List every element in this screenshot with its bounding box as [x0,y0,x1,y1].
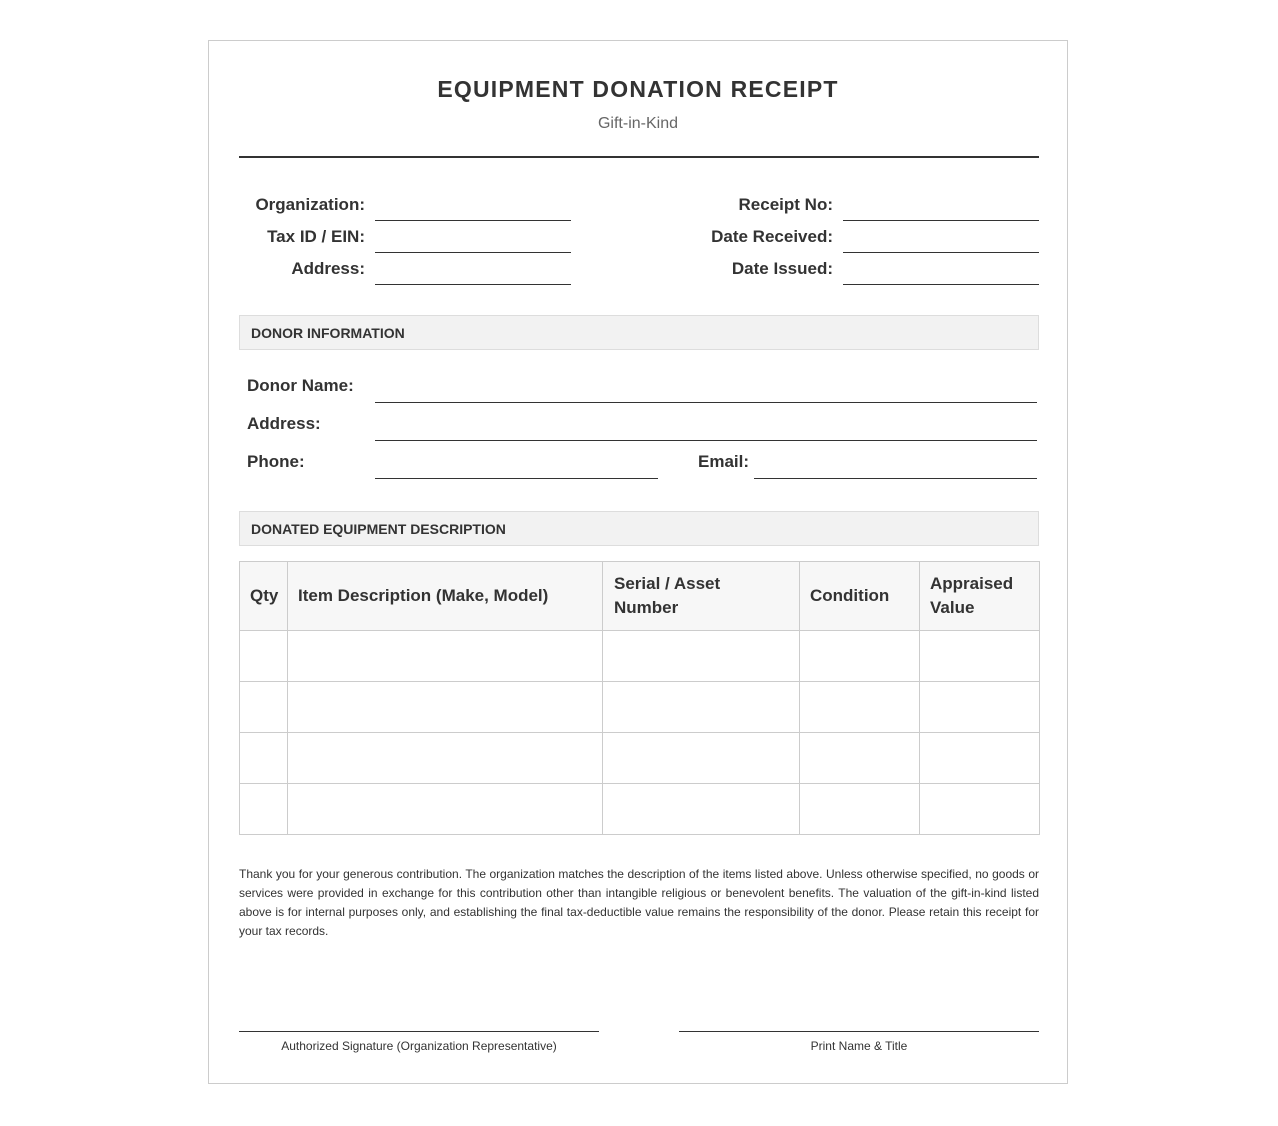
column-header-appraised-value: Appraised Value [920,562,1040,631]
qty-cell[interactable] [240,733,288,784]
table-header-row [240,562,1040,631]
page-subtitle: Gift-in-Kind [597,115,679,132]
condition-cell[interactable] [800,682,920,733]
serial-number-cell[interactable] [603,784,800,835]
donor-section-header [239,315,1039,350]
organization-label: Organization: [255,195,365,214]
item-description-cell[interactable] [288,631,603,682]
item-description-cell[interactable] [288,682,603,733]
condition-cell[interactable] [800,784,920,835]
date-issued-field[interactable] [843,284,1039,285]
appraised-value-cell[interactable] [920,733,1040,784]
table-row [240,733,1040,784]
item-description-cell[interactable] [288,784,603,835]
appraised-value-cell[interactable] [920,631,1040,682]
condition-cell[interactable] [800,733,920,784]
page-title: EQUIPMENT DONATION RECEIPT [437,76,839,102]
donor-name-label: Donor Name: [247,376,354,395]
column-header-serial-number: Serial / Asset Number [603,562,800,631]
qty-cell[interactable] [240,631,288,682]
qty-cell[interactable] [240,784,288,835]
column-header-condition: Condition [800,562,920,631]
table-row [240,682,1040,733]
date-received-label: Date Received: [711,227,833,246]
column-header-qty: Qty [240,562,288,631]
equipment-section-header [239,511,1039,546]
date-issued-label: Date Issued: [731,259,833,278]
phone-label: Phone: [247,452,305,471]
appraised-value-cell[interactable] [920,682,1040,733]
condition-cell[interactable] [800,631,920,682]
email-label: Email: [698,452,750,471]
header-divider [239,156,1039,158]
date-received-field[interactable] [843,252,1039,253]
donor-address-field[interactable] [375,440,1037,441]
org-address-label: Address: [291,259,365,278]
print-name-line[interactable] [679,1031,1039,1032]
serial-number-cell[interactable] [603,631,800,682]
receipt-page [208,40,1068,1084]
table-row [240,784,1040,835]
org-address-field[interactable] [375,284,571,285]
organization-field[interactable] [375,220,571,221]
item-description-cell[interactable] [288,733,603,784]
serial-number-cell[interactable] [603,682,800,733]
table-row [240,631,1040,682]
authorized-signature-line[interactable] [239,1031,599,1032]
serial-number-cell[interactable] [603,733,800,784]
print-name-caption: Print Name & Title [810,1039,908,1053]
tax-id-field[interactable] [375,252,571,253]
appraised-value-cell[interactable] [920,784,1040,835]
donor-name-field[interactable] [375,402,1037,403]
column-header-item-description: Item Description (Make, Model) [288,562,603,631]
donor-section-title: DONOR INFORMATION [251,325,405,341]
disclaimer-text: Thank you for your generous contribution. The organization matches the description of the items listed above. Unless otherwise specified, no goods or services were provided in exchange for this contribution other than intangible religious or benevolent benefits. The valuation of the gift-in-kind listed above is for internal purposes only, and establishing the final tax-deductible value remains the responsibility of the donor. Please retain this receipt for your tax records. [239,867,1039,938]
qty-cell[interactable] [240,682,288,733]
tax-id-label: Tax ID / EIN: [267,227,365,246]
authorized-signature-caption: Authorized Signature (Organization Representative) [281,1039,557,1053]
donor-address-label: Address: [247,414,321,433]
equipment-table [239,561,1040,835]
equipment-section-title: DONATED EQUIPMENT DESCRIPTION [251,521,506,537]
receipt-no-label: Receipt No: [738,195,833,214]
receipt-no-field[interactable] [843,220,1039,221]
email-field[interactable] [754,478,1037,479]
phone-field[interactable] [375,478,658,479]
